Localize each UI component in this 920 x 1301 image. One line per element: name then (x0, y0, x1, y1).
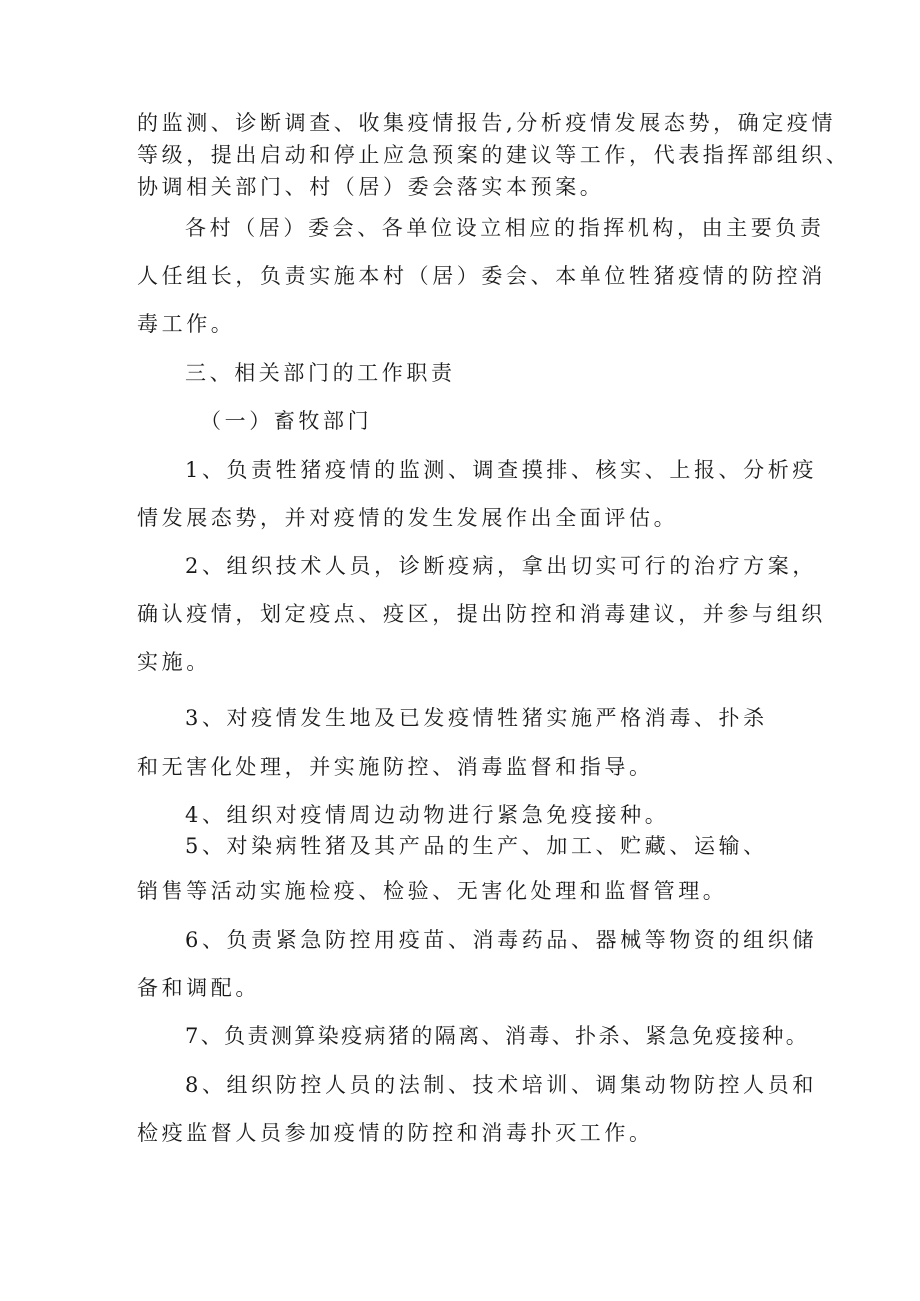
subsection-heading: （一）畜牧部门 (200, 409, 373, 433)
text-line: 的监测、诊断调查、收集疫情报告,分析疫情发展态势，确定疫情 (137, 111, 837, 135)
section-heading: 三、相关部门的工作职责 (185, 361, 456, 385)
text-line: 2、组织技术人员，诊断疫病，拿出切实可行的治疗方案， (185, 554, 817, 578)
text-line: 检疫监督人员参加疫情的防控和消毒扑灭工作。 (137, 1121, 654, 1145)
text-line: 毒工作。 (137, 312, 236, 336)
text-line: 人任组长，负责实施本村（居）委会、本单位牲猪疫情的防控消 (137, 264, 826, 288)
text-line: 销售等活动实施检疫、检验、无害化处理和监督管理。 (137, 879, 728, 903)
text-line: 3、对疫情发生地及已发疫情牲猪实施严格消毒、扑杀 (185, 706, 768, 730)
text-line: 1、负责牲猪疫情的监测、调查摸排、核实、上报、分析疫 (185, 458, 817, 482)
text-line: 协调相关部门、村（居）委会落实本预案。 (137, 175, 605, 199)
text-line: 和无害化处理，并实施防控、消毒监督和指导。 (137, 755, 654, 779)
text-line: 情发展态势，并对疫情的发生发展作出全面评估。 (137, 506, 679, 530)
text-line: 各村（居）委会、各单位设立相应的指挥机构，由主要负责 (185, 216, 825, 240)
text-line: 确认疫情，划定疫点、疫区，提出防控和消毒建议，并参与组织 (137, 602, 826, 626)
text-line: 等级，提出启动和停止应急预案的建议等工作，代表指挥部组织、 (137, 143, 851, 167)
text-line: 4、组织对疫情周边动物进行紧急免疫接种。 (185, 803, 670, 827)
text-line: 8、组织防控人员的法制、技术培训、调集动物防控人员和 (185, 1073, 817, 1097)
text-line: 备和调配。 (137, 976, 260, 1000)
text-line: 实施。 (137, 650, 211, 674)
text-line: 5、对染病牲猪及其产品的生产、加工、贮藏、运输、 (185, 834, 768, 858)
text-line: 7、负责测算染疫病猪的隔离、消毒、扑杀、紧急免疫接种。 (185, 1024, 810, 1048)
text-line: 6、负责紧急防控用疫苗、消毒药品、器械等物资的组织储 (185, 928, 817, 952)
